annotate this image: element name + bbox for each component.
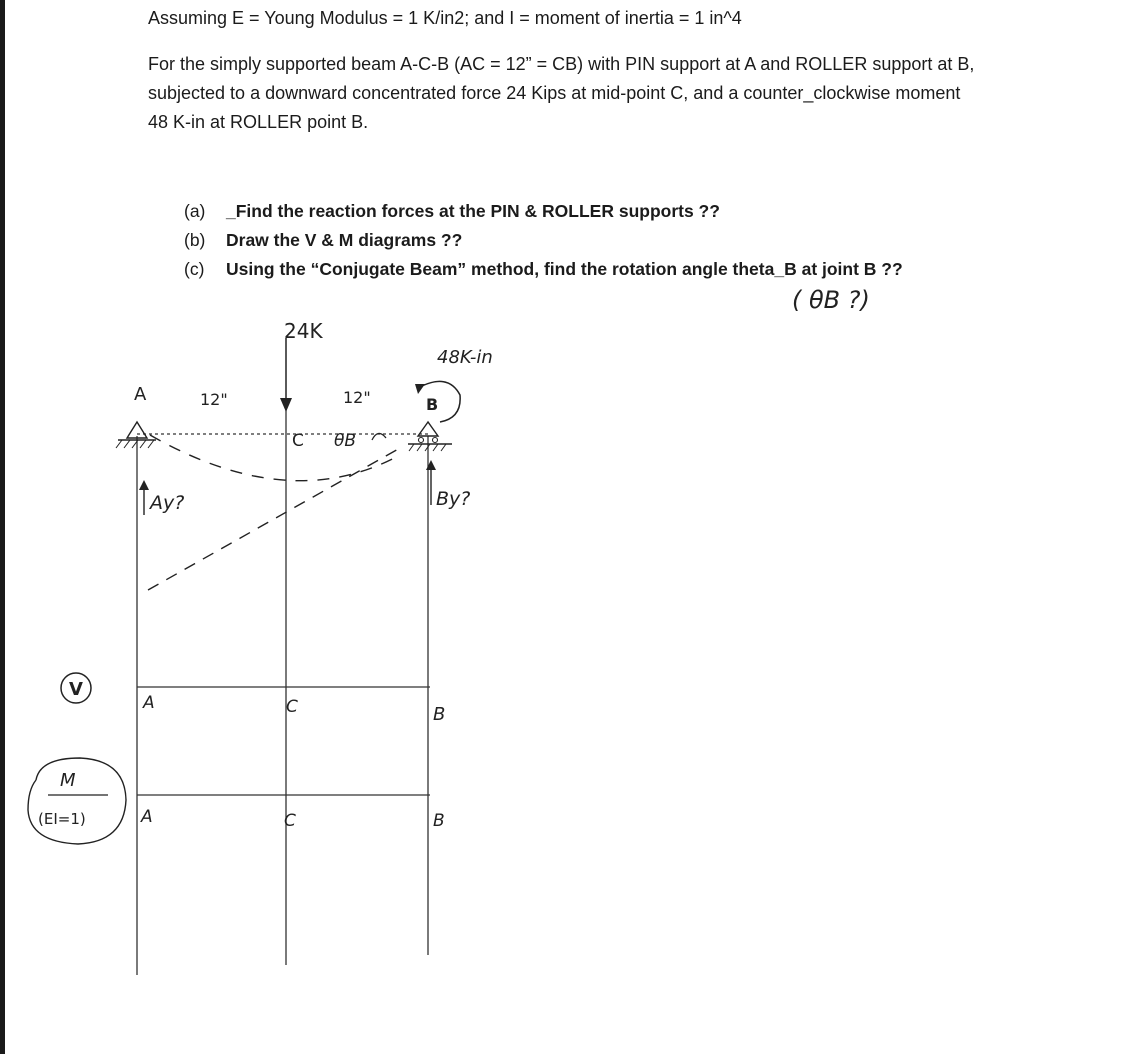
assumption-text: Assuming E = Young Modulus = 1 K/in2; and I = moment of inertia = 1 in^4 [148, 8, 742, 28]
m-row-c: C [284, 811, 296, 831]
moment-label: 48K-in [437, 347, 493, 368]
task-b-label: (b) [184, 230, 206, 250]
moment-arc [418, 381, 460, 422]
point-a-label: A [134, 384, 147, 405]
m-row-b: B [433, 811, 445, 831]
load-arrow [280, 338, 292, 412]
problem-line-3: 48 K-in at ROLLER point B. [148, 112, 369, 132]
deflected-shape [150, 435, 400, 481]
ei-label: (EI=1) [38, 810, 86, 828]
problem-line-2: subjected to a downward concentrated force 24 Kips at mid-point C, and a counter_clockwise moment [148, 83, 961, 103]
m-row-a: A [141, 807, 153, 827]
v-label: V [69, 679, 83, 700]
problem-line-1: For the simply supported beam A-C-B (AC = 12” = CB) with PIN support at A and ROLLER support at B, [148, 54, 975, 74]
v-row-c: C [286, 697, 298, 717]
v-row-a: A [143, 693, 155, 713]
m-circle [28, 758, 126, 844]
reaction-b-label: By? [436, 488, 471, 510]
m-label: M [60, 770, 76, 791]
task-c-text: Using the “Conjugate Beam” method, find the rotation angle theta_B at joint B ?? [226, 259, 903, 279]
task-a-label: (a) [184, 201, 206, 221]
v-row-b: B [433, 704, 446, 725]
task-c-label: (c) [184, 259, 205, 279]
point-c-label: C [292, 431, 304, 451]
span-left-label: 12" [200, 390, 228, 409]
reaction-a-label: Ay? [150, 492, 185, 514]
point-b-label: B [426, 395, 439, 414]
reaction-arrow-a [139, 480, 149, 515]
task-b-text: Draw the V & M diagrams ?? [226, 230, 463, 250]
load-label: 24K [284, 319, 323, 343]
span-right-label: 12" [343, 388, 371, 407]
tangent-line-b [148, 448, 400, 590]
moment-arrowhead [415, 384, 425, 394]
theta-b-label: θB [334, 431, 357, 451]
task-a-text: _Find the reaction forces at the PIN & ROLLER supports ?? [226, 201, 720, 221]
roller-support-b [408, 422, 452, 451]
theta-query-label: ( θB ?) [792, 286, 870, 314]
